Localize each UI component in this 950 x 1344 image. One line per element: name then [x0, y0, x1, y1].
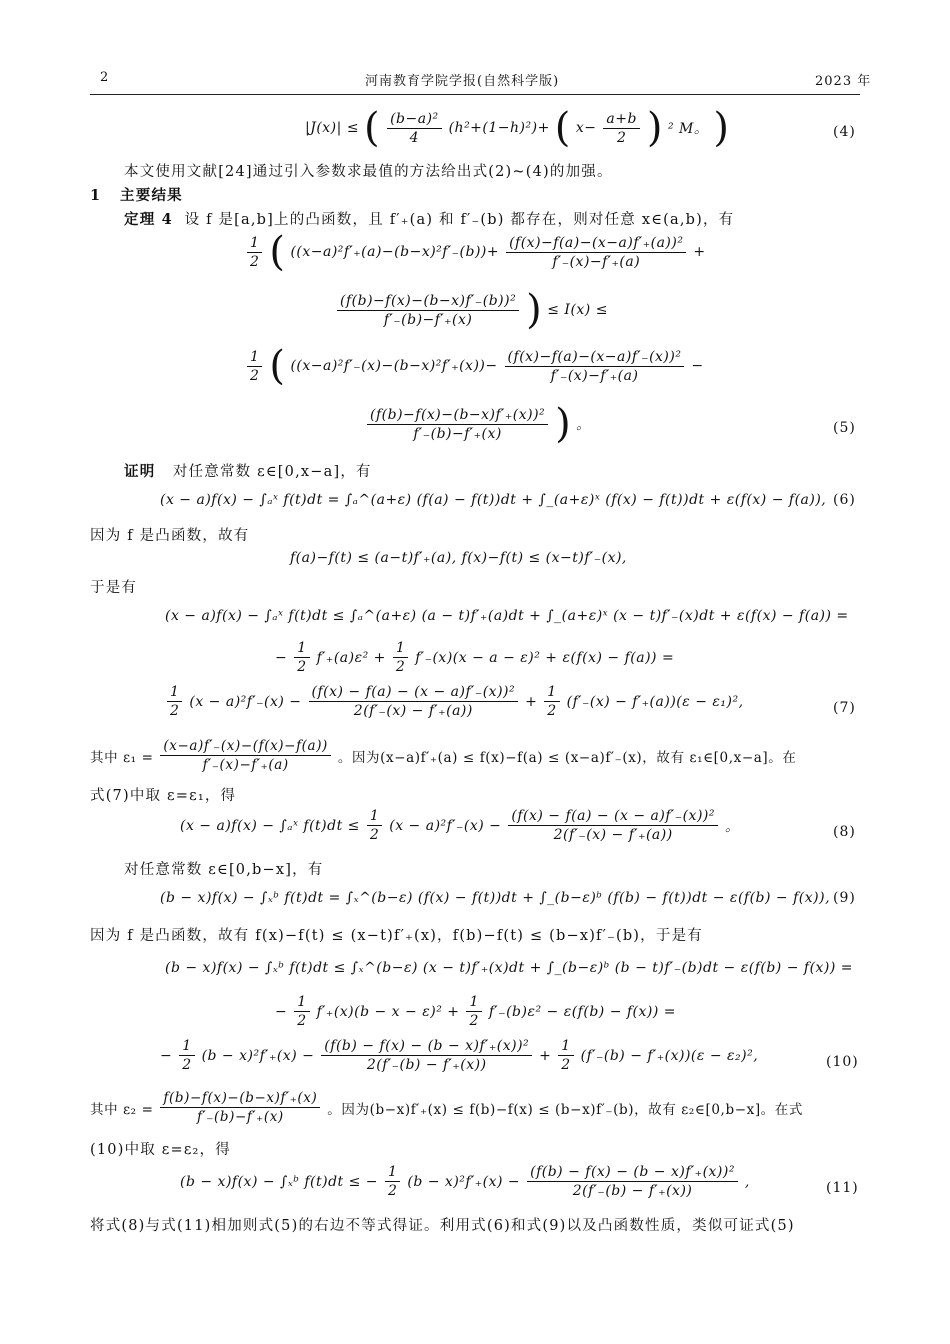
eq5-line3: $\frac{1}{2}$ ( ((x−a)²f′₋(x)−(b−x)²f′₊(x))− $\frac{\text{(f(x)−f(a)−(x−a)f′₋(x))²}}{f'_-(x)-f'_+(a)}$ − — [245, 346, 704, 386]
eq4-mid: (h²+(1−h)²)+ — [448, 120, 550, 136]
proof-text1: 对任意常数 ε∈[0,x−a]，有 — [172, 464, 372, 480]
year: 2023 年 — [815, 74, 872, 89]
eq7b-tail: f′₋(x)(x − a − ε)² + ε(f(x) − f(a)) = — [415, 649, 675, 666]
eq4-ab-num: a+b — [603, 111, 640, 129]
eps1-post: 。因为(x−a)f′₊(a) ≤ f(x)−f(a) ≤ (x−a)f′₋(x)，故有 ε₁∈[0,x−a]。在 — [337, 749, 797, 766]
eq11-pre: (b − x)f(x) − ∫ₓᵇ f(t)dt ≤ − — [180, 1173, 379, 1190]
eps2-den: f′₋(b)−f′₊(x) — [196, 1109, 284, 1125]
eq10b-half-num: 1 — [294, 994, 309, 1012]
eps2-num: f(b)−f(x)−(b−x)f′₊(x) — [160, 1090, 320, 1108]
eq4-x-part: x− — [575, 120, 597, 136]
eq8-pre: (x − a)f(x) − ∫ₐˣ f(t)dt ≤ — [180, 817, 360, 834]
eq11 — [180, 1164, 750, 1199]
eq4-tail: ² M。 — [667, 121, 709, 137]
eq10c-tail: (f′₋(b) − f′₊(x))(ε − ε₂)², — [580, 1047, 759, 1064]
eq8 — [180, 808, 739, 843]
eq10b-post: f′₊(x)(b − x − ε)² + — [316, 1003, 460, 1020]
eq11-number: (11) — [826, 1180, 859, 1196]
eq10c-half-num: 1 — [179, 1038, 194, 1056]
eq5-line3-num: (f(x)−f(a)−(x−a)f′₋(x))² — [505, 349, 685, 367]
eq10b-half2-den: 2 — [469, 1013, 479, 1029]
equation-4: |J(x)| ≤ ( $\frac{\text{(b−a)²}}{4}$ (h²+(1−h)²)+ ( x− $\frac{a+b}{2}$ ) ² M。 ) — [305, 105, 730, 151]
eq7b-post: f′₊(a)ε² + — [316, 649, 386, 666]
proof-text6: 因为 f 是凸函数，故有 f(x)−f(t) ≤ (x−t)f′₊(x)，f(b)−f(t) ≤ (b−x)f′₋(b)，于是有 — [90, 928, 703, 944]
eq7b-pre: − — [275, 649, 288, 666]
eq11-num: (f(b) − f(x) − (b − x)f′₊(x))² — [527, 1164, 738, 1182]
eq11-post: , — [744, 1173, 750, 1190]
theorem-text: 设 f 是[a,b]上的凸函数，且 f′₊(a) 和 f′₋(b) 都存在，则对任意 x∈(a,b)，有 — [184, 212, 735, 228]
eq7-line1: (x − a)f(x) − ∫ₐˣ f(t)dt ≤ ∫ₐ^(a+ε) (a − t)f′₊(a)dt + ∫_(a+ε)ˣ (x − t)f′₋(x)dt + ε(f(x) − f(a)) = — [165, 608, 849, 624]
eq5-half-num-2: 1 — [247, 349, 262, 367]
eq5-half-num: 1 — [247, 235, 262, 253]
section-heading — [90, 184, 183, 205]
eq11-den: 2(f′₋(b) − f′₊(x)) — [572, 1183, 693, 1199]
eq7c-half2-num: 1 — [544, 684, 559, 702]
eq6-number: (6) — [833, 492, 856, 508]
eq5-line1-num: (f(x)−f(a)−(x−a)f′₊(a))² — [506, 235, 686, 253]
eq11-half-den: 2 — [388, 1183, 398, 1199]
eq5-line3-pre: ((x−a)²f′₋(x)−(b−x)²f′₊(x))− — [290, 358, 498, 374]
intro-text: 本文使用文献[24]通过引入参数求最值的方法给出式(2)~(4)的加强。 — [124, 164, 613, 180]
eq8-half-num: 1 — [367, 808, 382, 826]
eq9: (b − x)f(x) − ∫ₓᵇ f(t)dt = ∫ₓ^(b−ε) (f(x) − f(t))dt + ∫_(b−ε)ᵇ (f(b) − f(t))dt − ε(f(b) − f(x)), — [160, 890, 831, 906]
eq10c-half2-num: 1 — [558, 1038, 573, 1056]
eq7c-half-num: 1 — [167, 684, 182, 702]
eq5-line1-pre: ((x−a)²f′₊(a)−(b−x)²f′₋(b))+ — [290, 244, 500, 260]
eq5-line2-post: ≤ I(x) ≤ — [547, 302, 608, 318]
eq7b-half-den: 2 — [297, 659, 307, 675]
theorem-label: 定理 4 — [124, 211, 173, 228]
ineq1: f(a)−f(t) ≤ (a−t)f′₊(a), f(x)−f(t) ≤ (x−t)f′₋(x), — [290, 550, 627, 566]
eq4-fraction — [387, 111, 442, 146]
eq4-num: (b−a)² — [387, 111, 442, 129]
eps1-line — [90, 738, 796, 773]
proof-text5: 对任意常数 ε∈[0,b−x]，有 — [124, 862, 324, 878]
eq10c-num: (f(b) − f(x) − (b − x)f′₊(x))² — [321, 1038, 532, 1056]
header-rule — [90, 94, 860, 95]
eq10b-tail: f′₋(b)ε² − ε(f(b) − f(x)) = — [488, 1003, 677, 1020]
eq5-half-den-2: 2 — [250, 367, 260, 384]
proof-text7: (10)中取 ε=ε₂，得 — [90, 1142, 231, 1158]
eq4-ab-den: 2 — [616, 129, 627, 146]
proof-text2: 因为 f 是凸函数，故有 — [90, 528, 250, 544]
eq4-ab-fraction — [603, 111, 640, 146]
eq10-number: (10) — [826, 1054, 859, 1070]
eq9-number: (9) — [833, 890, 856, 906]
eq5-line4-den: f′₋(b)−f′₊(x) — [413, 425, 502, 442]
eq5-line1-post: + — [693, 244, 706, 260]
eq8-den: 2(f′₋(x) − f′₊(a)) — [553, 827, 673, 843]
eps1-den: f′₋(x)−f′₊(a) — [202, 757, 289, 773]
eq8-num: (f(x) − f(a) − (x − a)f′₋(x))² — [508, 808, 718, 826]
proof-text4: 式(7)中取 ε=ε₁，得 — [90, 788, 237, 804]
eq5-half-den: 2 — [250, 253, 260, 270]
eq7c-num: (f(x) − f(a) − (x − a)f′₋(x))² — [309, 684, 519, 702]
eq10b-half-den: 2 — [297, 1013, 307, 1029]
journal-title: 河南教育学院学报(自然科学版) — [365, 74, 560, 89]
eq5-line3-post: − — [691, 358, 704, 374]
eq7b-half-num: 1 — [294, 640, 309, 658]
eq10c-pre: − — [160, 1047, 173, 1064]
eq10c-half2-den: 2 — [561, 1057, 571, 1073]
theorem-line — [124, 208, 734, 229]
eq5-line1-den: f′₋(x)−f′₊(a) — [552, 253, 641, 270]
eq5-line4: $\frac{\text{(f(b)−f(x)−(b−x)f′₊(x))²}}{f'_-(b)-f'_+(x)}$ ) 。 — [365, 404, 591, 444]
section-number: 1 — [90, 187, 102, 204]
eq10-line3 — [160, 1038, 758, 1073]
eq10-line1: (b − x)f(x) − ∫ₓᵇ f(t)dt ≤ ∫ₓ^(b−ε) (x − t)f′₊(x)dt + ∫_(b−ε)ᵇ (b − t)f′₋(b)dt − ε(f(b) − f(x)) = — [165, 960, 854, 976]
eq5-line4-num: (f(b)−f(x)−(b−x)f′₊(x))² — [367, 407, 548, 425]
eq7-line3 — [165, 684, 744, 719]
eq5-line2-num: (f(b)−f(x)−(b−x)f′₋(b))² — [337, 293, 519, 311]
eq11-half-num: 1 — [385, 1164, 400, 1182]
eps1-pre: 其中 ε₁ = — [90, 749, 154, 766]
eq8-number: (8) — [833, 824, 856, 840]
eq7b-half2-num: 1 — [393, 640, 408, 658]
eq10c-mid: (b − x)²f′₊(x) − — [201, 1047, 315, 1064]
proof-line — [124, 460, 372, 481]
eq6: (x − a)f(x) − ∫ₐˣ f(t)dt = ∫ₐ^(a+ε) (f(a) − f(t))dt + ∫_(a+ε)ˣ (f(x) − f(t))dt + ε(f(x) − f(a)), — [160, 492, 827, 508]
section-title: 主要结果 — [120, 187, 183, 204]
eps2-line — [90, 1090, 803, 1125]
proof-text8: 将式(8)与式(11)相加则式(5)的右边不等式得证。利用式(6)和式(9)以及凸函数性质，类似可证式(5) — [90, 1218, 795, 1234]
eq4-lhs: |J(x)| ≤ — [305, 120, 360, 136]
eq5-line1: $\frac{1}{2}$ ( ((x−a)²f′₊(a)−(b−x)²f′₋(b))+ $\frac{\text{(f(x)−f(a)−(x−a)f′₊(a))²}}{f'_-(x)-f'_+(a)}$ + — [245, 232, 706, 272]
eq8-half-den: 2 — [369, 827, 380, 843]
eq4-number: (4) — [833, 124, 856, 140]
proof-label: 证明 — [124, 463, 156, 480]
eq10c-den: 2(f′₋(b) − f′₊(x)) — [366, 1057, 487, 1073]
eq4-den: 4 — [409, 129, 420, 146]
eq5-line2-den: f′₋(b)−f′₊(x) — [383, 311, 473, 328]
eq10c-post: + — [539, 1047, 552, 1064]
eq5-number: (5) — [833, 420, 856, 436]
eq10b-half2-num: 1 — [466, 994, 481, 1012]
eq11-mid: (b − x)²f′₊(x) − — [407, 1173, 521, 1190]
eq8-mid: (x − a)²f′₋(x) − — [389, 817, 502, 834]
eq7-line2 — [275, 640, 674, 675]
eq10-line2 — [275, 994, 676, 1029]
eq5-line2: $\frac{\text{(f(b)−f(x)−(b−x)f′₋(b))²}}{f'_-(b)-f'_+(x)}$ ) ≤ I(x) ≤ — [335, 290, 608, 330]
proof-text3: 于是有 — [90, 580, 138, 596]
eps1-num: (x−a)f′₋(x)−(f(x)−f(a)) — [160, 738, 331, 756]
eq7c-tail: (f′₋(x) − f′₊(a))(ε − ε₁)², — [566, 693, 744, 710]
eq8-post: 。 — [724, 818, 740, 835]
eq5-line3-den: f′₋(x)−f′₊(a) — [550, 367, 639, 384]
eq7-number: (7) — [833, 700, 856, 716]
eq7b-half2-den: 2 — [395, 659, 406, 675]
eps2-post: 。因为(b−x)f′₊(x) ≤ f(b)−f(x) ≤ (b−x)f′₋(b)，故有 ε₂∈[0,b−x]。在式 — [327, 1101, 803, 1118]
eq7c-den: 2(f′₋(x) − f′₊(a)) — [353, 703, 473, 719]
eq10c-half-den: 2 — [182, 1057, 192, 1073]
eq7c-half-den: 2 — [170, 703, 180, 719]
eps2-pre: 其中 ε₂ = — [90, 1101, 154, 1118]
eq10b-pre: − — [275, 1003, 288, 1020]
eq7c-pre: (x − a)²f′₋(x) − — [189, 693, 302, 710]
eq7c-post: + — [525, 693, 538, 710]
eq5-line4-post: 。 — [576, 417, 591, 433]
page-number: 2 — [100, 70, 110, 85]
eq7c-half2-den: 2 — [547, 703, 557, 719]
